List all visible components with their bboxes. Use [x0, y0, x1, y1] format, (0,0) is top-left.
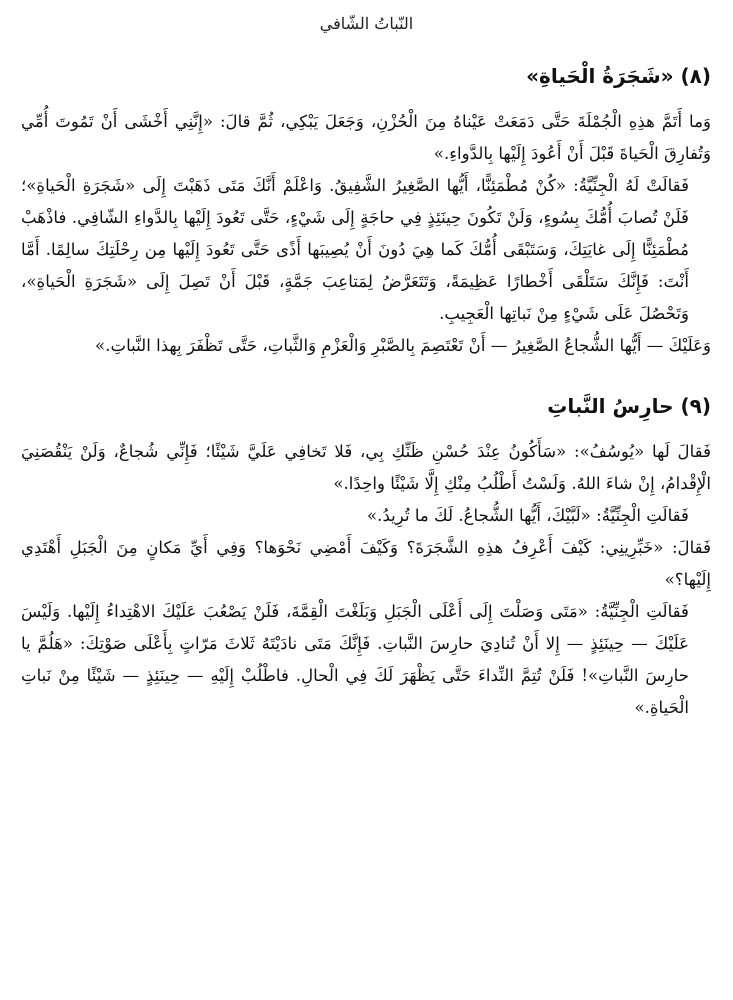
- section-9-paragraph-4: فَقالَتِ الْجِنِّيَّةُ: «مَتَى وَصَلْتَ إِلَى أَعْلَى الْجَبَلِ وَبَلَغْتَ الْقِمَّةَ، فَلَنْ يَصْعُبَ عَلَيْكَ الاهْتِداءُ إِلَيْها. وَلَيْسَ عَلَيْكَ — حِينَئِذٍ — إِلا أَنْ تُنادِيَ حارِسَ النَّباتِ. فَإِنَّكَ مَتَى نادَيْتَهُ ثَلاثَ مَرّاتٍ بِأَعْلَى صَوْتِكَ: «هَلُمَّ يا حارِسَ النَّباتِ»! فَلَنْ تُتِمَّ النِّداءَ حَتَّى يَظْهَرَ لَكَ فِي الْحالِ. فاطْلُبْ إِلَيْهِ — حِينَئِذٍ — شَيْئًا مِنْ نَباتِ الْحَياةِ.»: [21, 602, 689, 717]
- section-8-heading: (٨) «شَجَرَةُ الْحَياةِ»: [526, 64, 711, 88]
- section-8-paragraph-3: وَعَلَيْكَ — أَيُّها الشُّجاعُ الصَّغِيرُ — أَنْ تَعْتَصِمَ بِالصَّبْرِ وَالْعَزْمِ وَالثَّباتِ، حَتَّى تَظْفَرَ بِهذا النَّباتِ.»: [95, 336, 711, 355]
- page-content: [21, 58, 711, 724]
- section-8-paragraph-2: فَقالَتْ لَهُ الْجِنِّيَّةُ: «كُنْ مُطْمَئِنًّا، أَيُّها الصَّغِيرُ الشَّفِيقُ. وَاعْلَمْ أَنَّكَ مَتَى ذَهَبْتَ إِلَى «شَجَرَةِ الْحَياةِ»؛ فَلَنْ تُصابَ أُمُّكَ بِسُوءٍ، وَلَنْ تَكُونَ حِينَئِذٍ فِي حاجَةٍ إِلَى شَيْءٍ، حَتَّى تَعُودَ إِلَيْها بِالدَّواءِ الشّافِي. فاذْهَبْ مُطْمَئِنًّا إِلَى غايَتِكَ، وَسَتَبْقَى أُمُّكَ كَما هِيَ دُونَ أَنْ يُصِيبَها أَذًى حَتَّى تَعُودَ إِلَيْها مِن رِحْلَتِكَ سالِمًا. أَمَّا أَنْتَ: فَإِنَّكَ سَتَلْقَى أَخْطارًا عَظِيمَةً، وَتَتَعَرَّضُ لِمَتاعِبَ جَمَّةٍ، قَبْلَ أَنْ تَصِلَ إِلَى «شَجَرَةِ الْحَياةِ»، وَتَحْصُلَ عَلَى شَيْءٍ مِنْ نَباتِها الْعَجِيبِ.: [21, 176, 689, 323]
- section-9-heading: (٩) حارِسُ النَّباتِ: [547, 394, 711, 418]
- section-9-paragraph-2: فَقالَتِ الْجِنِّيَّةُ: «لَبَّيْكَ، أَيُّها الشُّجاعُ. لَكَ ما تُرِيدُ.»: [367, 506, 689, 525]
- section-8-paragraph-1: وَما أَتَمَّ هذِهِ الْجُمْلَةَ حَتَّى دَمَعَتْ عَيْناهُ مِنَ الْحُزْنِ، وَجَعَلَ يَبْكِي، ثُمَّ قالَ: «إِنَّنِي أَخْشَى أَنْ تَمُوتَ أُمِّي وَتُفارِقَ الْحَياةَ قَبْلَ أَنْ أَعُودَ إِلَيْها بِالدَّواءِ.»: [21, 112, 711, 163]
- section-9-paragraph-1: فَقالَ لَها «يُوسُفُ»: «سَأَكُونُ عِنْدَ حُسْنِ ظَنِّكِ بِي، فَلا تَخافِي عَلَيَّ شَيْئًا؛ فَإِنِّي شُجاعٌ، وَلَنْ يَنْقُصَنِيَ الْإِقْدامُ، إِنْ شاءَ اللهُ. وَلَسْتُ أَطْلُبُ مِنْكِ إِلَّا شَيْئًا واحِدًا.»: [21, 442, 711, 493]
- running-header: النّباتُ الشّافي: [319, 14, 414, 33]
- section-9-paragraph-3: فَقالَ: «خَبِّرِينِي: كَيْفَ أَعْرِفُ هذِهِ الشَّجَرَةَ؟ وَكَيْفَ أَمْضِي نَحْوَها؟ وَفِي أَيِّ مَكانٍ مِنَ الْجَبَلِ أَهْتَدِي إِلَيْها؟»: [21, 538, 711, 589]
